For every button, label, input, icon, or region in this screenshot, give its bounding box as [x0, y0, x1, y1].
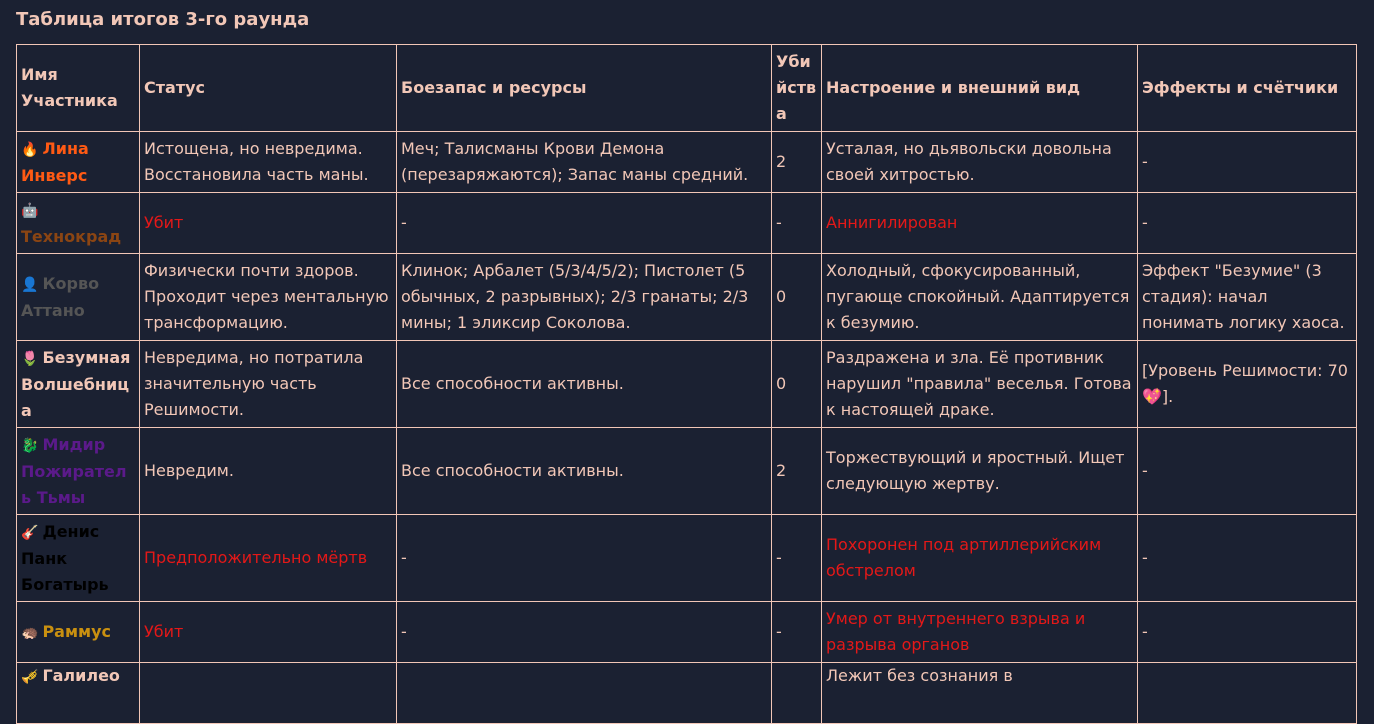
person-silhouette-icon: 👤 — [21, 276, 39, 293]
participant-cell — [17, 663, 140, 724]
tulip-icon: 🌷 — [21, 350, 39, 367]
column-header-ammo: Боезапас и ресурсы — [397, 45, 772, 132]
participant-cell — [17, 428, 140, 515]
guitar-icon: 🎸 — [21, 524, 39, 541]
ammo-cell: Клинок; Арбалет (5/3/4/5/2); Пистолет (5 обычных, 2 разрывных); 2/3 гранаты; 2/3 мины; 1 эликсир Соколова. — [397, 254, 772, 341]
participant-name: Денис Панк Богатырь — [21, 521, 109, 594]
status-cell: Физически почти здоров. Проходит через ментальную трансформацию. — [140, 254, 397, 341]
participant-name: Корво Аттано — [21, 273, 100, 320]
kills-cell: - — [772, 602, 822, 663]
mood-cell: Умер от внутреннего взрыва и разрыва органов — [822, 602, 1138, 663]
ammo-cell: - — [397, 193, 772, 254]
ammo-cell: Все способности активны. — [397, 428, 772, 515]
participant-name: Раммус — [42, 621, 112, 641]
participant-cell — [17, 132, 140, 193]
results-table — [16, 44, 1357, 724]
participant-cell — [17, 254, 140, 341]
mood-cell: Торжествующий и яростный. Ищет следующую жертву. — [822, 428, 1138, 515]
status-cell: Убит — [140, 602, 397, 663]
ammo-cell: Все способности активны. — [397, 341, 772, 428]
page — [16, 0, 1356, 724]
effects-cell: - — [1138, 515, 1357, 602]
ammo-cell: - — [397, 602, 772, 663]
participant-name: Мидир Пожиратель Тьмы — [21, 434, 127, 507]
table-row — [17, 663, 1357, 724]
ammo-cell: - — [397, 515, 772, 602]
table-header-row — [17, 45, 1357, 132]
kills-cell: - — [772, 193, 822, 254]
column-header-kills: Убийства — [772, 45, 822, 132]
column-header-mood: Настроение и внешний вид — [822, 45, 1138, 132]
column-header-status: Статус — [140, 45, 397, 132]
effects-cell — [1138, 663, 1357, 724]
participant-name: Безумная Волшебница — [21, 347, 131, 420]
table-row — [17, 428, 1357, 515]
fire-icon: 🔥 — [21, 141, 39, 158]
ammo-cell: Меч; Талисманы Крови Демона (перезаряжаются); Запас маны средний. — [397, 132, 772, 193]
kills-cell: 2 — [772, 428, 822, 515]
participant-cell — [17, 193, 140, 254]
column-header-name: Имя Участника — [17, 45, 140, 132]
kills-cell: 0 — [772, 341, 822, 428]
status-cell: Предположительно мёртв — [140, 515, 397, 602]
table-row — [17, 515, 1357, 602]
table-row — [17, 341, 1357, 428]
page-title: Таблица итогов 3-го раунда — [16, 9, 310, 30]
mood-cell: Лежит без сознания в — [822, 663, 1138, 724]
effects-cell: - — [1138, 428, 1357, 515]
effects-cell: - — [1138, 193, 1357, 254]
table-row — [17, 193, 1357, 254]
mood-cell: Холодный, сфокусированный, пугающе спокойный. Адаптируется к безумию. — [822, 254, 1138, 341]
participant-cell — [17, 341, 140, 428]
mood-cell: Раздражена и зла. Её противник нарушил "правила" веселья. Готова к настоящей драке. — [822, 341, 1138, 428]
trumpet-icon: 🎺 — [21, 669, 39, 685]
effects-cell: - — [1138, 602, 1357, 663]
participant-name: Технокрад — [21, 226, 122, 246]
participant-name: Лина Инверс — [21, 138, 89, 185]
kills-cell: 2 — [772, 132, 822, 193]
robot-icon: 🤖 — [21, 202, 39, 219]
effects-cell: [Уровень Решимости: 70 💖]. — [1138, 341, 1357, 428]
status-cell — [140, 663, 397, 724]
kills-cell: 0 — [772, 254, 822, 341]
effects-cell: Эффект "Безумие" (3 стадия): начал понимать логику хаоса. — [1138, 254, 1357, 341]
participant-cell — [17, 515, 140, 602]
status-cell: Невредима, но потратила значительную часть Решимости. — [140, 341, 397, 428]
mood-cell: Усталая, но дьявольски довольна своей хитростью. — [822, 132, 1138, 193]
hedgehog-icon: 🦔 — [21, 624, 39, 641]
table-row — [17, 254, 1357, 341]
ammo-cell — [397, 663, 772, 724]
participant-name: Галилео — [42, 666, 120, 685]
mood-cell: Похоронен под артиллерийским обстрелом — [822, 515, 1138, 602]
dragon-icon: 🐉 — [21, 437, 39, 454]
mood-cell: Аннигилирован — [822, 193, 1138, 254]
table-row — [17, 602, 1357, 663]
status-cell: Убит — [140, 193, 397, 254]
status-cell: Невредим. — [140, 428, 397, 515]
kills-cell: - — [772, 515, 822, 602]
table-row — [17, 132, 1357, 193]
participant-cell — [17, 602, 140, 663]
column-header-effects: Эффекты и счётчики — [1138, 45, 1357, 132]
status-cell: Истощена, но невредима. Восстановила часть маны. — [140, 132, 397, 193]
kills-cell — [772, 663, 822, 724]
effects-cell: - — [1138, 132, 1357, 193]
